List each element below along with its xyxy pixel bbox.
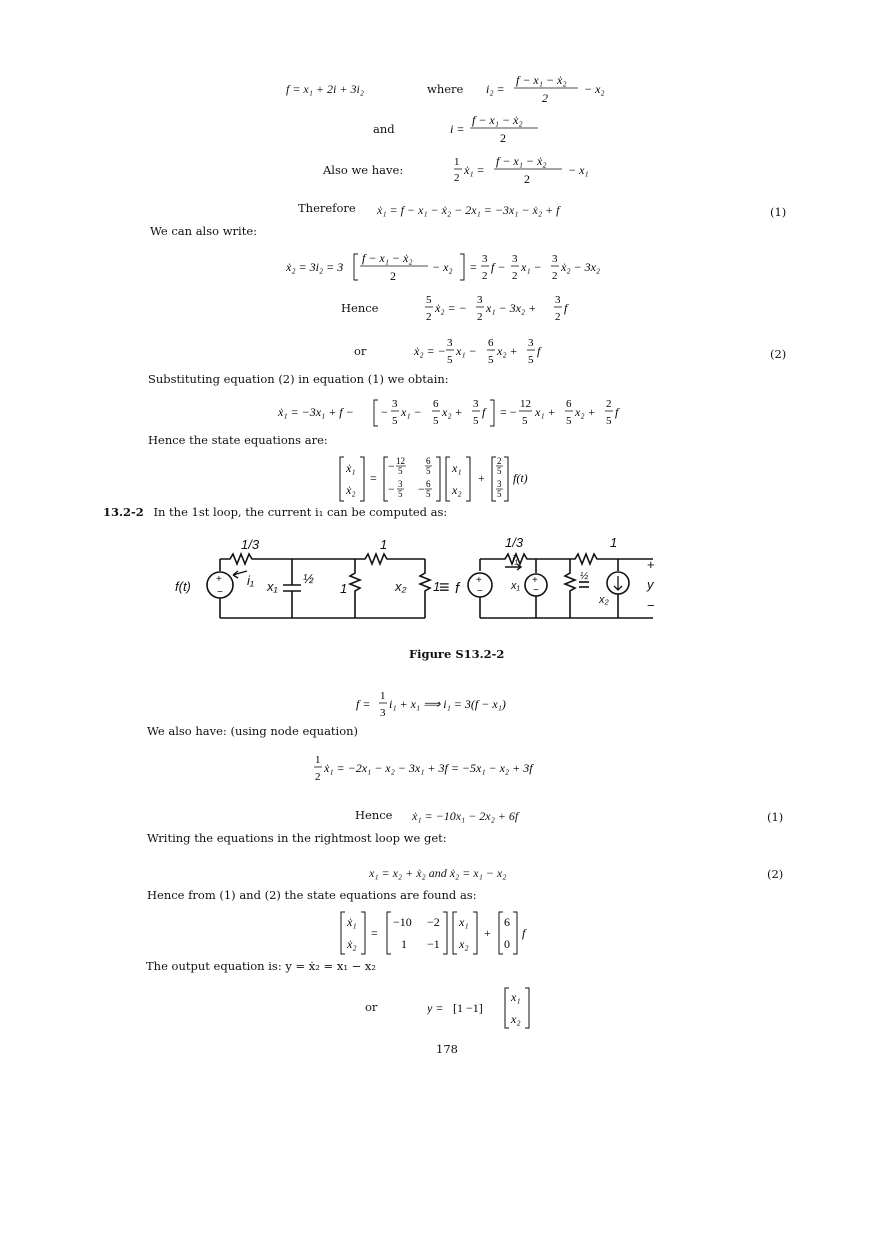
svg-text:5: 5 xyxy=(398,489,403,499)
eq-i2 xyxy=(486,74,626,108)
svg-text:−: − xyxy=(388,482,395,496)
svg-text:6: 6 xyxy=(426,479,431,489)
eq-or xyxy=(414,335,574,370)
svg-text:f − x₁ − ẋ₂: f − x₁ − ẋ₂ xyxy=(496,155,547,168)
svg-text:i =: i = xyxy=(450,122,465,136)
svg-text:5: 5 xyxy=(528,354,534,366)
eq-x2 xyxy=(286,250,636,287)
svg-text:3: 3 xyxy=(380,707,386,719)
figure-caption: Figure S13.2-2 xyxy=(409,647,505,661)
svg-text:3: 3 xyxy=(528,337,534,349)
circuit-svg xyxy=(175,533,665,628)
left-r3-resistor xyxy=(420,559,430,618)
left-r1-label: 1/3 xyxy=(241,537,260,552)
svg-text:x₂ +: x₂ + xyxy=(442,405,463,419)
left-labels xyxy=(175,537,440,598)
svg-text:2: 2 xyxy=(315,771,321,783)
also-have-label: Also we have: xyxy=(323,163,404,177)
svg-text:f: f xyxy=(522,926,526,940)
left-arrow-i1 xyxy=(233,571,247,578)
eq-node xyxy=(314,752,604,787)
svg-text:5: 5 xyxy=(488,354,494,366)
svg-text:3: 3 xyxy=(398,479,403,489)
svg-text:−10: −10 xyxy=(393,915,412,929)
found-label: Hence from (1) and (2) the state equations are found as: xyxy=(147,888,477,902)
svg-text:=: = xyxy=(370,471,377,485)
svg-text:− x₁: − x₁ xyxy=(568,163,589,177)
eq-or-svg xyxy=(414,335,574,367)
svg-text:12: 12 xyxy=(396,456,405,466)
eq-half xyxy=(454,155,614,190)
svg-text:3: 3 xyxy=(447,337,453,349)
svg-text:x₂ +: x₂ + xyxy=(575,405,596,419)
svg-text:+: + xyxy=(484,926,491,940)
svg-text:3: 3 xyxy=(555,294,561,306)
svg-text:− x₂: − x₂ xyxy=(584,82,605,96)
svg-text:− x₂: − x₂ xyxy=(432,260,453,274)
svg-text:[1 −1]: [1 −1] xyxy=(453,1001,483,1015)
svg-text:2: 2 xyxy=(542,91,548,105)
svg-text:x₂: x₂ xyxy=(452,483,462,497)
svg-text:5: 5 xyxy=(426,294,432,306)
output-label: The output equation is: y = ẋ₂ = x₁ − x₂ xyxy=(146,959,376,973)
left-source-minus: − xyxy=(217,587,223,598)
eq-hence-2: ẋ₁ = −10x₁ − 2x₂ + 6f xyxy=(412,809,519,823)
svg-text:3: 3 xyxy=(497,479,502,489)
state-eq-matrix-top xyxy=(338,455,578,506)
svg-text:5: 5 xyxy=(426,489,431,499)
eq-f-text: f = x₁ + 2i + 3i₂ xyxy=(286,82,364,96)
svg-text:ẋ₁: ẋ₁ xyxy=(347,915,357,929)
svg-text:−2: −2 xyxy=(427,915,440,929)
svg-text:6: 6 xyxy=(426,456,431,466)
state-eq-top-svg xyxy=(338,455,578,503)
svg-text:2: 2 xyxy=(477,311,483,323)
svg-text:3: 3 xyxy=(477,294,483,306)
page-number: 178 xyxy=(436,1042,458,1056)
svg-text:f: f xyxy=(615,405,619,419)
svg-text:1: 1 xyxy=(454,156,460,168)
svg-text:−: − xyxy=(381,405,388,419)
svg-text:f − x₁ − ẋ₂: f − x₁ − ẋ₂ xyxy=(516,74,567,87)
problem-line xyxy=(103,507,447,519)
eq-sub xyxy=(278,396,638,433)
right-i1-label: i₁ xyxy=(512,554,518,566)
eq-out xyxy=(427,986,547,1033)
svg-text:3: 3 xyxy=(482,253,488,265)
right-y-label: y xyxy=(647,577,654,592)
svg-text:f: f xyxy=(564,301,568,315)
svg-text:ẋ₂ = −: ẋ₂ = − xyxy=(435,301,467,315)
svg-text:2: 2 xyxy=(500,131,506,145)
svg-text:i₂ =: i₂ = xyxy=(486,82,505,96)
svg-text:x₁: x₁ xyxy=(459,915,469,929)
left-x2-label: x₂ xyxy=(395,579,407,594)
svg-text:6: 6 xyxy=(566,398,572,410)
left-i1-label: i₁ xyxy=(247,573,254,588)
svg-text:ẋ₂ = −: ẋ₂ = − xyxy=(414,344,446,358)
svg-text:3: 3 xyxy=(552,253,558,265)
svg-text:=: = xyxy=(371,926,378,940)
svg-text:ẋ₂ − 3x₂: ẋ₂ − 3x₂ xyxy=(561,260,601,274)
eq-i1-svg xyxy=(356,688,556,720)
svg-text:5: 5 xyxy=(566,415,572,427)
svg-text:5: 5 xyxy=(497,489,502,499)
right-cap-label: ½ xyxy=(580,571,589,582)
eq-loop: x₁ = x₂ + ẋ₂ and ẋ₂ = x₁ − x₂ xyxy=(369,866,507,880)
eq-node-svg xyxy=(314,752,604,784)
svg-text:f − x₁ − ẋ₂: f − x₁ − ẋ₂ xyxy=(362,251,413,265)
left-r2-resistor xyxy=(350,559,360,618)
svg-text:3: 3 xyxy=(512,253,518,265)
right-top-wire xyxy=(480,554,653,564)
right-source-minus: − xyxy=(477,586,483,597)
substituting-label: Substituting equation (2) in equation (1) we obtain: xyxy=(148,372,449,386)
state-eq-label: Hence the state equations are: xyxy=(148,433,328,447)
right-f-label: f xyxy=(455,580,460,597)
svg-text:x₁ − 3x₂ +: x₁ − 3x₂ + xyxy=(486,301,537,315)
svg-text:y =: y = xyxy=(427,1001,444,1015)
eq-number-2: (2) xyxy=(770,347,787,361)
eq-hence-svg xyxy=(425,292,585,324)
right-source-plus: + xyxy=(476,575,482,586)
and-label: and xyxy=(373,122,395,136)
svg-text:x₂: x₂ xyxy=(511,1012,521,1026)
svg-text:5: 5 xyxy=(497,466,502,476)
svg-text:x₂ +: x₂ + xyxy=(497,344,518,358)
svg-text:f: f xyxy=(482,405,486,419)
eq-f xyxy=(286,83,364,95)
svg-text:x₁: x₁ xyxy=(452,461,462,475)
svg-text:x₂: x₂ xyxy=(459,937,469,951)
eq-i xyxy=(450,114,560,149)
svg-text:5: 5 xyxy=(433,415,439,427)
left-x1-label: x₁ xyxy=(267,579,278,594)
svg-text:2: 2 xyxy=(606,398,612,410)
left-top-wire xyxy=(220,554,425,564)
left-source-plus: + xyxy=(216,574,222,585)
svg-text:12: 12 xyxy=(520,398,531,410)
svg-text:+: + xyxy=(478,471,485,485)
eq-i-svg xyxy=(450,114,560,146)
svg-text:f(t): f(t) xyxy=(513,471,528,485)
loop-label: Writing the equations in the rightmost loop we get: xyxy=(147,831,447,845)
circuit-figure xyxy=(175,533,665,631)
svg-text:5: 5 xyxy=(473,415,479,427)
hence-label: Hence xyxy=(341,301,379,315)
svg-text:f: f xyxy=(537,344,541,358)
problem-number: 13.2-2 xyxy=(103,505,144,519)
svg-text:2: 2 xyxy=(482,270,488,282)
svg-text:5: 5 xyxy=(392,415,398,427)
eq-sub-svg xyxy=(278,396,638,430)
eq-i1 xyxy=(356,688,556,723)
eq-half-svg xyxy=(454,155,614,187)
right-x2-label: x₂ xyxy=(599,594,609,606)
eq-x1: ẋ₁ = f − x₁ − ẋ₂ − 2x₁ = −3x₁ − ẋ₂ + f xyxy=(377,203,560,217)
svg-text:5: 5 xyxy=(606,415,612,427)
svg-text:0: 0 xyxy=(504,937,510,951)
or-label: or xyxy=(354,344,367,358)
therefore-label: Therefore xyxy=(298,201,356,215)
svg-text:6: 6 xyxy=(433,398,439,410)
right-r-resistor xyxy=(565,559,575,618)
svg-text:−: − xyxy=(418,482,425,496)
equiv-symbol: ≡ xyxy=(439,577,450,597)
left-cap-label: ½ xyxy=(303,571,314,586)
svg-text:3: 3 xyxy=(473,398,479,410)
right-vsrc-plus: + xyxy=(532,575,538,586)
svg-text:5: 5 xyxy=(426,466,431,476)
eq-hence xyxy=(425,292,585,327)
svg-text:2: 2 xyxy=(552,270,558,282)
hence-label-2: Hence xyxy=(355,808,393,822)
or-label-2: or xyxy=(365,1000,378,1014)
svg-text:1: 1 xyxy=(380,690,386,702)
svg-text:i₁ + x₁ ⟹ i₁ = 3(f − x₁): i₁ + x₁ ⟹ i₁ = 3(f − x₁) xyxy=(389,697,506,711)
svg-text:ẋ₂: ẋ₂ xyxy=(347,937,357,951)
right-circuit xyxy=(468,554,653,618)
where-label: where xyxy=(427,82,464,96)
svg-text:f −: f − xyxy=(491,260,506,274)
svg-text:5: 5 xyxy=(398,466,403,476)
svg-text:2: 2 xyxy=(426,311,432,323)
left-r2-label: 1 xyxy=(340,581,348,596)
svg-text:2: 2 xyxy=(524,172,530,186)
svg-text:5: 5 xyxy=(522,415,528,427)
node-label: We also have: (using node equation) xyxy=(147,724,359,738)
svg-text:=: = xyxy=(470,260,477,274)
svg-text:2: 2 xyxy=(454,172,460,184)
right-vsrc-minus: − xyxy=(533,585,539,596)
svg-text:1: 1 xyxy=(401,937,407,951)
problem-text: In the 1st loop, the current i₁ can be computed as: xyxy=(153,505,448,519)
svg-text:2: 2 xyxy=(512,270,518,282)
right-r1-label: 1/3 xyxy=(505,535,524,550)
svg-text:ẋ₁: ẋ₁ xyxy=(346,461,356,475)
svg-text:−: − xyxy=(388,459,395,473)
state-eq-bottom-svg xyxy=(339,910,569,956)
svg-text:= −: = − xyxy=(500,405,517,419)
svg-text:6: 6 xyxy=(504,915,510,929)
eq-i2-svg xyxy=(486,74,626,106)
left-r3-label: 1 xyxy=(433,579,441,594)
svg-text:2: 2 xyxy=(390,269,396,283)
svg-text:2: 2 xyxy=(497,456,502,466)
eq-number-1: (1) xyxy=(770,205,787,219)
right-r2-label: 1 xyxy=(610,535,618,550)
svg-text:ẋ₁ = −2x₁ − x₂ − 3x₁ + 3f = −5: ẋ₁ = −2x₁ − x₂ − 3x₁ + 3f = −5x₁ − x₂ + 3f xyxy=(324,761,533,775)
svg-text:5: 5 xyxy=(447,354,453,366)
svg-text:3: 3 xyxy=(392,398,398,410)
right-labels xyxy=(476,535,655,613)
eq-number-1b: (1) xyxy=(767,810,784,824)
svg-text:ẋ₂: ẋ₂ xyxy=(346,483,356,497)
svg-text:6: 6 xyxy=(488,337,494,349)
svg-text:ẋ₁ =: ẋ₁ = xyxy=(464,163,485,177)
svg-text:x₁ −: x₁ − xyxy=(521,260,542,274)
eq-out-svg xyxy=(427,986,547,1030)
equiv-group xyxy=(439,577,461,597)
svg-text:x₁ +: x₁ + xyxy=(535,405,556,419)
state-eq-matrix-bottom xyxy=(339,910,569,959)
svg-text:1: 1 xyxy=(315,754,321,766)
right-x1-label: x₁ xyxy=(511,580,520,592)
svg-text:x₁ −: x₁ − xyxy=(456,344,477,358)
left-source-label: f(t) xyxy=(175,579,191,594)
right-plus-label: + xyxy=(647,557,655,572)
right-isrc-arrow xyxy=(614,576,622,590)
left-r-top-label: 1 xyxy=(380,537,388,552)
svg-text:f − x₁ − ẋ₂: f − x₁ − ẋ₂ xyxy=(472,114,523,127)
right-minus-label: − xyxy=(647,598,655,613)
svg-text:ẋ₁ = −3x₁ + f −: ẋ₁ = −3x₁ + f − xyxy=(278,405,354,419)
svg-text:−1: −1 xyxy=(427,937,440,951)
svg-text:x₁: x₁ xyxy=(511,990,521,1004)
svg-text:x₁ −: x₁ − xyxy=(401,405,422,419)
eq-number-2b: (2) xyxy=(767,867,784,881)
eq-x2-svg xyxy=(286,250,636,284)
also-write-label: We can also write: xyxy=(150,224,258,238)
svg-text:f =: f = xyxy=(356,697,371,711)
svg-text:ẋ₂ = 3i₂ = 3: ẋ₂ = 3i₂ = 3 xyxy=(286,260,344,274)
svg-text:2: 2 xyxy=(555,311,561,323)
